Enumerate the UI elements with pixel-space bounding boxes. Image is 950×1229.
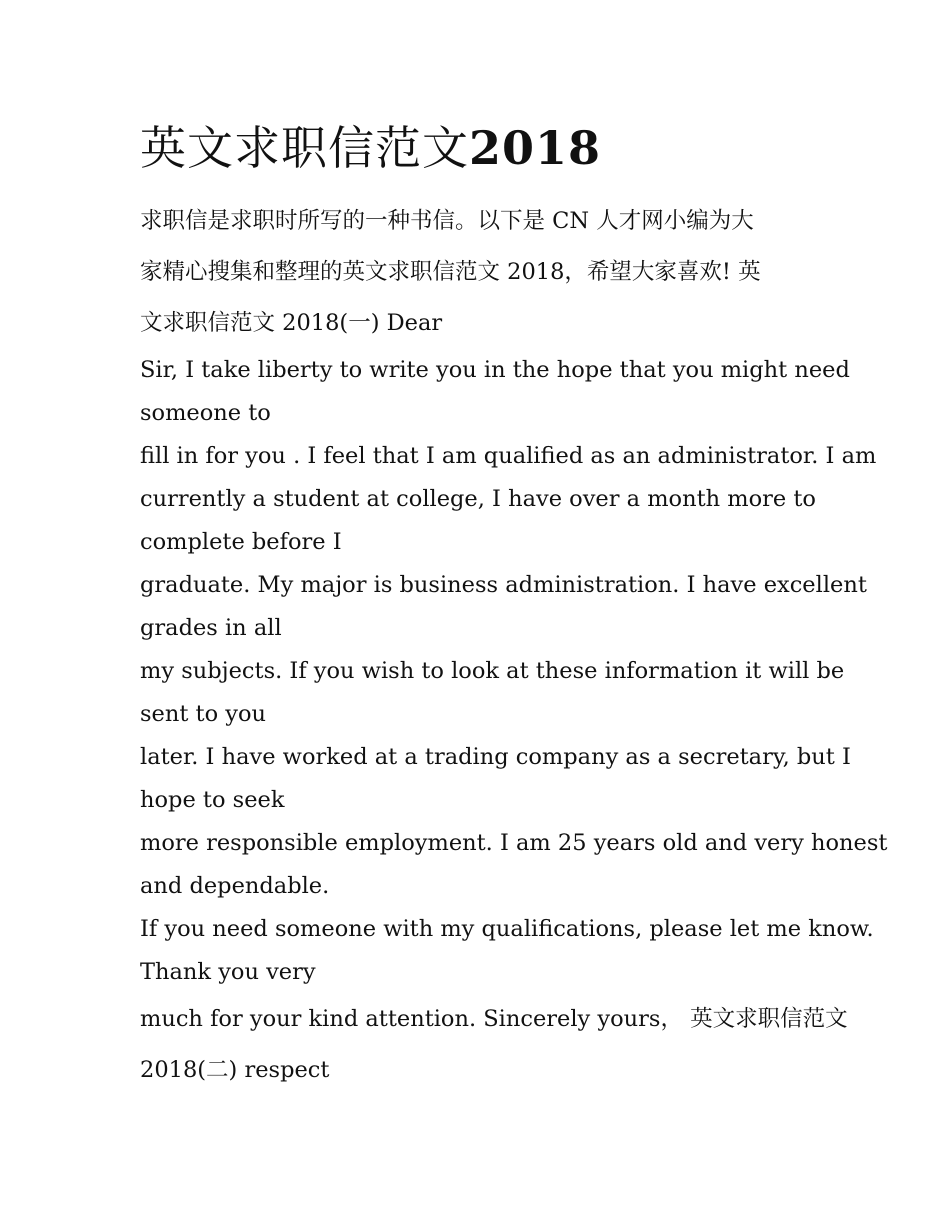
text-line: If you need someone with my qualifications, please let me know. xyxy=(140,916,874,942)
document-body xyxy=(140,118,888,1096)
text-line: complete before I xyxy=(140,529,342,555)
text-line: later. I have worked at a trading company as a secretary, but I xyxy=(140,744,851,770)
text-line: currently a student at college, I have over a month more to xyxy=(140,486,816,512)
text-line: 家精心搜集和整理的英文求职信范文 2018，希望大家喜欢! 英 xyxy=(140,259,761,285)
text-line: 文求职信范文 2018(一) Dear xyxy=(140,310,443,336)
title-year: 2018 xyxy=(469,121,602,175)
text-line: much for your kind attention. Sincerely yours， 英文求职信范文 xyxy=(140,1006,848,1032)
text-line: 求职信是求职时所写的一种书信。以下是 CN 人才网小编为大 xyxy=(140,208,754,234)
text-line: my subjects. If you wish to look at these information it will be xyxy=(140,658,845,684)
text-line: grades in all xyxy=(140,615,282,641)
text-line: Sir, I take liberty to write you in the hope that you might need xyxy=(140,357,850,383)
document-title xyxy=(140,118,820,178)
text-line: 2018(二) respect xyxy=(140,1057,330,1083)
text-line: and dependable. xyxy=(140,873,330,899)
text-line: hope to seek xyxy=(140,787,285,813)
text-line: someone to xyxy=(140,400,271,426)
text-line: graduate. My major is business administration. I have excellent xyxy=(140,572,867,598)
title-chinese: 英文求职信范文 xyxy=(140,121,469,175)
text-line: more responsible employment. I am 25 years old and very honest xyxy=(140,830,888,856)
text-line: Thank you very xyxy=(140,959,316,985)
text-line: fill in for you . I feel that I am qualified as an administrator. I am xyxy=(140,443,877,469)
text-line: sent to you xyxy=(140,701,267,727)
